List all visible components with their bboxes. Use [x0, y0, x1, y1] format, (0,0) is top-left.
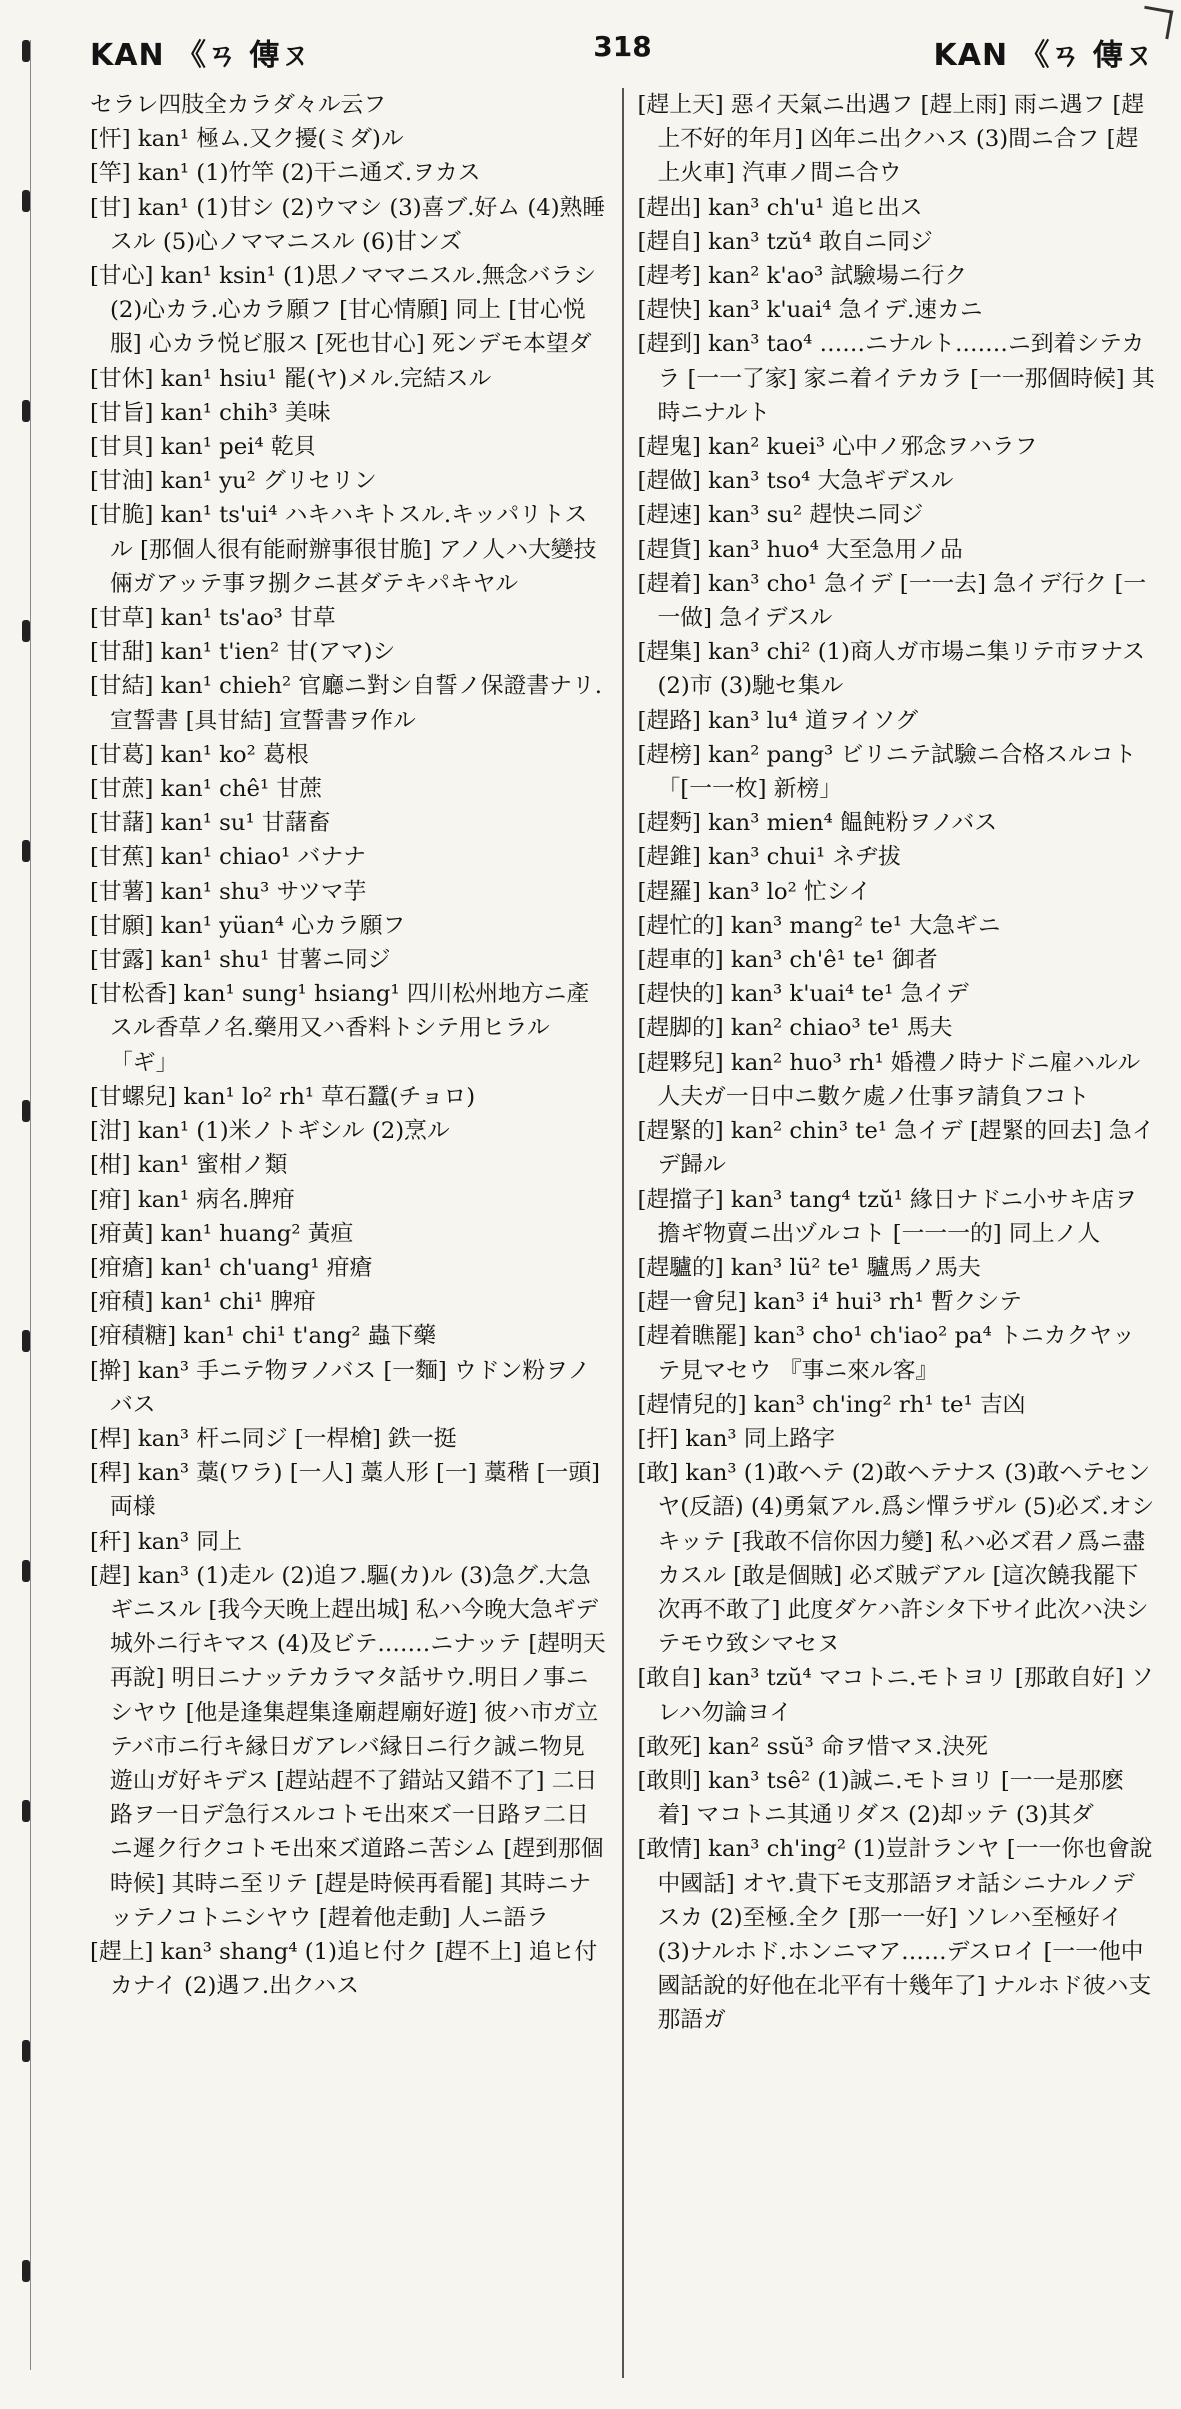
dictionary-entry: [趕着] kan³ cho¹ 急イデ [一一去] 急イデ行ク [一一做] 急イデスル — [637, 570, 1147, 632]
two-column-body — [80, 88, 1165, 2378]
margin-rule — [30, 40, 31, 2370]
dictionary-entry: [柑] kan¹ 蜜柑ノ類 — [90, 1152, 288, 1179]
dictionary-entry: [趕羅] kan³ lo² 忙シイ — [637, 878, 872, 905]
dictionary-entry: [趕出] kan³ ch'u¹ 追ヒ出ス — [637, 194, 923, 221]
dictionary-entry: [趕自] kan³ tzŭ⁴ 敢自ニ同ジ — [637, 228, 933, 255]
dictionary-entry: [甘松香] kan¹ sung¹ hsiang¹ 四川松州地方ニ產スル香草ノ名.藥用又ハ香料トシテ用ヒラル 「ギ」 — [90, 981, 590, 1076]
dictionary-entry: [敢情] kan³ ch'ing² (1)豈計ランヤ [一一你也會說中國話] オヤ.貴下モ支那語ヲオ話シニナルノデスカ (2)至極.全ク [那一一好] ソレハ至極好イ (3)ナルホド.ホンニマア……デスロイ [一一他中國話說的好他在北平有十幾年了] ナルホド彼ハ支那語ガ — [637, 1836, 1153, 2034]
page-number: 318 — [593, 30, 652, 63]
dictionary-entry: [竿] kan¹ (1)竹竿 (2)干ニ通ズ.ヲカス — [90, 160, 481, 187]
dictionary-entry: [趕榜] kan² pang³ ビリニテ試驗ニ合格スルコト 「[一一枚] 新榜」 — [637, 741, 1137, 803]
dictionary-page — [80, 18, 1165, 2388]
dictionary-entry: [秆] kan³ 同上 — [90, 1528, 242, 1555]
dictionary-entry: [甘葛] kan¹ ko² 葛根 — [90, 741, 309, 768]
binding-mark — [22, 1100, 30, 1122]
dictionary-entry: [甘油] kan¹ yu² グリセリン — [90, 468, 377, 495]
dictionary-entry: セラレ四肢全カラダ々ル云フ — [90, 92, 387, 118]
dictionary-entry: [趕車的] kan³ ch'ê¹ te¹ 御者 — [637, 947, 938, 974]
dictionary-entry: [趕驢的] kan³ lü² te¹ 驢馬ノ馬夫 — [637, 1254, 981, 1281]
dictionary-entry: [甘願] kan¹ yüan⁴ 心カラ願フ — [90, 912, 406, 939]
scan-margin — [0, 0, 60, 2409]
header-left-guide: KAN 《ㄢ 𫝊ㄡ — [90, 38, 312, 73]
binding-mark — [22, 190, 30, 212]
binding-mark — [22, 840, 30, 862]
binding-mark — [22, 1330, 30, 1352]
dictionary-entry: [疳瘡] kan¹ ch'uang¹ 疳瘡 — [90, 1254, 373, 1281]
binding-mark — [22, 2040, 30, 2062]
dictionary-entry: [甘心] kan¹ ksin¹ (1)思ノママニスル.無念バラシ (2)心カラ.心カラ願フ [甘心情願] 同上 [甘心悦服] 心カラ悦ビ服ス [死也甘心] 死ンデモ本望ダ — [90, 263, 597, 358]
left-column — [80, 88, 624, 2378]
dictionary-entry: [趕着瞧罷] kan³ cho¹ ch'iao² pa⁴ トニカクヤッテ見マセウ 『事ニ來ル客』 — [637, 1323, 1135, 1384]
dictionary-entry: [甘] kan¹ (1)甘シ (2)ウマシ (3)喜ブ.好ム (4)熟睡スル (5)心ノママニスル (6)甘ンズ — [90, 194, 606, 255]
dictionary-entry: [趕麪] kan³ mien⁴ 饂飩粉ヲノバス — [637, 810, 998, 837]
dictionary-entry: [甘旨] kan¹ chih³ 美味 — [90, 399, 331, 426]
dictionary-entry: [甘休] kan¹ hsiu¹ 罷(ヤ)メル.完結スル — [90, 365, 492, 392]
dictionary-entry: [趕擋子] kan³ tang⁴ tzŭ¹ 緣日ナドニ小サキ店ヲ擔ギ物賣ニ出ヅルコト [一一一的] 同上ノ人 — [637, 1186, 1138, 1247]
dictionary-entry: [趕夥兒] kan² huo³ rh¹ 婚禮ノ時ナドニ雇ハルル人夫ガ一日中ニ數ケ處ノ仕事ヲ請負フコト — [637, 1049, 1141, 1110]
dictionary-entry: [趕] kan³ (1)走ル (2)追フ.驅(カ)ル (3)急グ.大急ギニスル [我今天晚上趕出城] 私ハ今晚大急ギデ城外ニ行キマス (4)及ビテ.……ニナッテ [趕明天再說] 明日ニナッテカラマタ話サウ.明日ノ事ニシヤウ [他是逢集趕集逢廟趕廟好遊] 彼ハ市ガ立テバ市ニ行キ縁日ガアレバ縁日ニ行ク誠ニ物見遊山ガ好キデス [趕站趕不了錯站又錯不了] 二日路ヲ一日デ急行スルコトモ出來ズ一日路ヲ二日ニ遲ク行クコトモ出來ズ道路ニ苦シム [趕到那個時候] 其時ニ至リテ [趕是時候再看罷] 其時ニナッテノコトニシヤウ [趕着他走動] 人ニ語ラ — [90, 1562, 606, 1931]
dictionary-entry: [趕鬼] kan² kuei³ 心中ノ邪念ヲハラフ — [637, 434, 1038, 461]
binding-mark — [22, 1800, 30, 1822]
dictionary-entry: [趕快] kan³ k'uai⁴ 急イデ.速カニ — [637, 297, 983, 324]
right-column — [624, 88, 1166, 2378]
dictionary-entry: [敢] kan³ (1)敢ヘテ (2)敢ヘテナス (3)敢ヘテセンヤ(反語) (4)勇氣アル.爲シ憚ラザル (5)必ズ.オシキッテ [我敢不信你因力變] 私ハ必ズ君ノ爲ニ盡カスル [敢是個賊] 必ズ賊デアル [這次饒我罷下次再不敢了] 此度ダケハ許シタ下サイ此次ハ決シテモウ致シマセヌ — [637, 1460, 1155, 1658]
dictionary-entry: [趕考] kan² k'ao³ 試驗場ニ行ク — [637, 263, 968, 290]
dictionary-entry: [疳積] kan¹ chi¹ 脾疳 — [90, 1289, 316, 1316]
binding-mark — [22, 1560, 30, 1582]
dictionary-entry: [趕一會兒] kan³ i⁴ hui³ rh¹ 暫クシテ — [637, 1289, 1023, 1316]
dictionary-entry: [甘結] kan¹ chieh² 官廳ニ對シ自誓ノ保證書ナリ.宣誓書 [具甘結] 宣誓書ヲ作ル — [90, 673, 603, 734]
dictionary-entry: [敢自] kan³ tzŭ⁴ マコトニ.モトヨリ [那敢自好] ソレハ勿論ヨイ — [637, 1665, 1154, 1726]
dictionary-entry: [趕路] kan³ lu⁴ 道ヲイソグ — [637, 707, 919, 734]
dictionary-entry: [敢死] kan² ssŭ³ 命ヲ惜マヌ.決死 — [637, 1733, 988, 1760]
dictionary-entry: [甘蕉] kan¹ chiao¹ バナナ — [90, 844, 366, 871]
dictionary-entry: [甘藷] kan¹ su¹ 甘藷畜 — [90, 810, 331, 837]
dictionary-entry: [泔] kan¹ (1)米ノトギシル (2)烹ル — [90, 1118, 450, 1145]
dictionary-entry: [趕貨] kan³ huo⁴ 大至急用ノ品 — [637, 536, 963, 563]
dictionary-entry: [甘脆] kan¹ ts'ui⁴ ハキハキトスル.キッパリトスル [那個人很有能耐辦事很甘脆] アノ人ハ大變技倆ガアッテ事ヲ捌クニ甚ダテキパキヤル — [90, 502, 597, 597]
dictionary-entry: [趕集] kan³ chi² (1)商人ガ市場ニ集リテ市ヲナス (2)市 (3)馳セ集ル — [637, 639, 1146, 700]
dictionary-entry: [甘甜] kan¹ t'ien² 甘(アマ)シ — [90, 639, 396, 666]
dictionary-entry: [疳積糖] kan¹ chi¹ t'ang² 蟲下藥 — [90, 1323, 437, 1350]
dictionary-entry: [趕上] kan³ shang⁴ (1)追ヒ付ク [趕不上] 追ヒ付カナイ (2)遇フ.出クハス — [90, 1938, 598, 2000]
dictionary-entry: [趕情兒的] kan³ ch'ing² rh¹ te¹ 吉凶 — [637, 1391, 1026, 1418]
dictionary-entry: [甘蔗] kan¹ chê¹ 甘蔗 — [90, 776, 323, 803]
dictionary-entry: [趕上天] 惡イ天氣ニ出遇フ [趕上雨] 雨ニ遇フ [趕上不好的年月] 凶年ニ出クハス (3)間ニ合フ [趕上火車] 汽車ノ間ニ合ウ — [637, 92, 1145, 187]
dictionary-entry: [疳黃] kan¹ huang² 黃疸 — [90, 1220, 354, 1247]
dictionary-entry: [趕做] kan³ tso⁴ 大急ギデスル — [637, 468, 954, 495]
dictionary-entry: [趕到] kan³ tao⁴ ……ニナルト.……ニ到着シテカラ [一一了家] 家ニ着イテカラ [一一那個時候] 其時ニナルト — [637, 331, 1155, 426]
binding-mark — [22, 2260, 30, 2282]
dictionary-entry: [稈] kan³ 藁(ワラ) [一人] 藁人形 [一] 藁稭 [一頭] 両様 — [90, 1460, 601, 1521]
dictionary-entry: [桿] kan³ 杆ニ同ジ [一桿槍] 鉄一挺 — [90, 1425, 457, 1452]
dictionary-entry: [敢則] kan³ tsê² (1)誠ニ.モトヨリ [一一是那麽着] マコトニ其通リダス (2)却ッテ (3)其ダ — [637, 1767, 1124, 1829]
dictionary-entry: [趕脚的] kan² chiao³ te¹ 馬夫 — [637, 1015, 953, 1042]
dictionary-entry: [疳] kan¹ 病名.脾疳 — [90, 1186, 295, 1213]
dictionary-entry: [趕錐] kan³ chui¹ ネヂ拔 — [637, 844, 901, 871]
dictionary-entry: [甘貝] kan¹ pei⁴ 乾貝 — [90, 434, 317, 461]
dictionary-entry: [趕快的] kan³ k'uai⁴ te¹ 急イデ — [637, 981, 969, 1008]
dictionary-entry: [趕速] kan³ su² 趕快ニ同ジ — [637, 502, 924, 529]
dictionary-entry: [甘草] kan¹ ts'ao³ 甘草 — [90, 605, 336, 632]
binding-mark — [22, 40, 30, 62]
dictionary-entry: [扞] kan³ 同上路字 — [637, 1425, 835, 1452]
binding-mark — [22, 400, 30, 422]
dictionary-entry: [甘露] kan¹ shu¹ 甘薯ニ同ジ — [90, 947, 391, 974]
binding-mark — [22, 620, 30, 642]
page-header — [80, 18, 1165, 84]
dictionary-entry: [甘螺兒] kan¹ lo² rh¹ 草石蠶(チョロ) — [90, 1083, 476, 1110]
dictionary-entry: [甘薯] kan¹ shu³ サツマ芋 — [90, 878, 367, 905]
dictionary-entry: [擀] kan³ 手ニテ物ヲノバス [一麵] ウドン粉ヲノバス — [90, 1357, 591, 1418]
dictionary-entry: [趕緊的] kan² chin³ te¹ 急イデ [趕緊的回去] 急イデ歸ル — [637, 1118, 1155, 1179]
header-right-guide: KAN 《ㄢ 𫝊ㄡ — [933, 38, 1155, 73]
dictionary-entry: [趕忙的] kan³ mang² te¹ 大急ギニ — [637, 912, 1001, 939]
dictionary-entry: [忓] kan¹ 極ム.又ク擾(ミダ)ル — [90, 126, 404, 153]
